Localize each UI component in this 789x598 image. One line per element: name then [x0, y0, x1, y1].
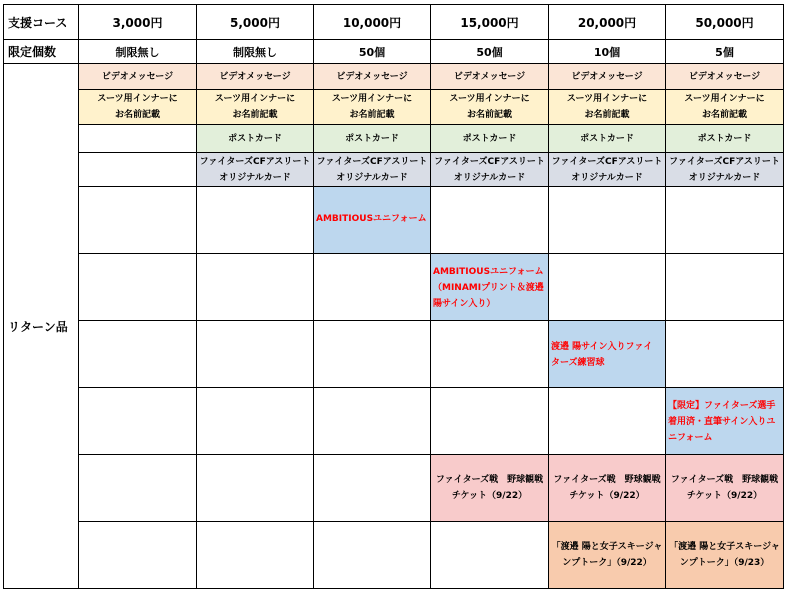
- empty-cell: [549, 388, 666, 455]
- row-talk: [4, 522, 784, 589]
- video-message-cell: ビデオメッセージ: [666, 64, 784, 90]
- row-ticket: [4, 455, 784, 522]
- ticket-cell: ファイターズ戦 野球観戦 チケット（9/22）: [553, 475, 661, 501]
- ticket-cell: ファイターズ戦 野球観戦 チケット（9/22）: [435, 475, 544, 501]
- postcard-cell: ポストカード: [549, 125, 666, 153]
- reward-table: [3, 4, 784, 589]
- video-message-cell: ビデオメッセージ: [549, 64, 666, 90]
- empty-cell: [431, 321, 549, 388]
- empty-cell: [431, 522, 549, 589]
- video-message-cell: ビデオメッセージ: [431, 64, 549, 90]
- empty-cell: [666, 321, 784, 388]
- limit-value: 50個: [431, 40, 549, 64]
- suit-inner-cell: スーツ用インナーに お名前記載: [331, 94, 413, 120]
- empty-cell: [79, 254, 197, 321]
- empty-cell: [197, 187, 314, 254]
- limit-label: 限定個数: [4, 40, 79, 64]
- empty-cell: [79, 125, 197, 153]
- empty-cell: [666, 187, 784, 254]
- empty-cell: [314, 455, 431, 522]
- price-5000: 5,000円: [197, 5, 314, 40]
- empty-cell: [314, 522, 431, 589]
- limited-uniform-cell: 【限定】ファイターズ選手 着用済・直筆サイン入りユ ニフォーム: [668, 401, 776, 443]
- price-20000: 20,000円: [549, 5, 666, 40]
- postcard-cell: ポストカード: [431, 125, 549, 153]
- empty-cell: [666, 254, 784, 321]
- row-uniform: [4, 187, 784, 254]
- price-10000: 10,000円: [314, 5, 431, 40]
- limit-value: 制限無し: [197, 40, 314, 64]
- limit-value: 制限無し: [79, 40, 197, 64]
- price-15000: 15,000円: [431, 5, 549, 40]
- talk-cell-923: 「渡邉 陽と女子スキージャ ンプトーク」（9/23）: [669, 542, 780, 568]
- empty-cell: [197, 455, 314, 522]
- empty-cell: [79, 187, 197, 254]
- price-3000: 3,000円: [79, 5, 197, 40]
- empty-cell: [197, 522, 314, 589]
- suit-inner-cell: スーツ用インナーに お名前記載: [214, 94, 296, 120]
- empty-cell: [197, 321, 314, 388]
- empty-cell: [314, 254, 431, 321]
- postcard-cell: ポストカード: [314, 125, 431, 153]
- video-message-cell: ビデオメッセージ: [314, 64, 431, 90]
- empty-cell: [549, 254, 666, 321]
- empty-cell: [549, 187, 666, 254]
- empty-cell: [431, 388, 549, 455]
- empty-cell: [79, 153, 197, 187]
- uniform-cell: AMBITIOUSユニフォーム: [314, 187, 431, 254]
- athlete-card-cell: ファイターズCFアスリート オリジナルカード: [669, 156, 780, 183]
- row-signed-uniform: [4, 254, 784, 321]
- empty-cell: [197, 254, 314, 321]
- row-practice-ball: [4, 321, 784, 388]
- empty-cell: [79, 321, 197, 388]
- signed-uniform-cell: AMBITIOUSユニフォーム （MINAMIプリント＆渡邉 陽サイン入り）: [433, 267, 544, 309]
- athlete-card-cell: ファイターズCFアスリート オリジナルカード: [199, 156, 311, 183]
- ticket-cell: ファイターズ戦 野球観戦 チケット（9/22）: [670, 475, 779, 501]
- limit-row: [4, 40, 784, 64]
- returns-label: リターン品: [4, 64, 79, 589]
- limit-value: 50個: [314, 40, 431, 64]
- athlete-card-cell: ファイターズCFアスリート オリジナルカード: [551, 156, 663, 183]
- price-50000: 50,000円: [666, 5, 784, 40]
- limit-value: 10個: [549, 40, 666, 64]
- empty-cell: [79, 388, 197, 455]
- suit-inner-cell: スーツ用インナーに お名前記載: [449, 94, 530, 120]
- row-suit-inner: [4, 90, 784, 125]
- talk-cell-922: 「渡邉 陽と女子スキージャ ンプトーク」（9/22）: [551, 542, 663, 568]
- empty-cell: [79, 522, 197, 589]
- video-message-cell: ビデオメッセージ: [79, 64, 197, 90]
- practice-ball-cell: 渡邉 陽サイン入りファイ ターズ練習球: [551, 342, 653, 368]
- postcard-cell: ポストカード: [197, 125, 314, 153]
- athlete-card-cell: ファイターズCFアスリート オリジナルカード: [316, 156, 428, 183]
- empty-cell: [314, 388, 431, 455]
- suit-inner-cell: スーツ用インナーに お名前記載: [566, 94, 648, 120]
- row-video-message: [4, 64, 784, 90]
- empty-cell: [197, 388, 314, 455]
- postcard-cell: ポストカード: [666, 125, 784, 153]
- course-label: 支援コース: [4, 5, 79, 40]
- row-athlete-card: [4, 153, 784, 187]
- video-message-cell: ビデオメッセージ: [197, 64, 314, 90]
- limit-value: 5個: [666, 40, 784, 64]
- suit-inner-cell: スーツ用インナーに お名前記載: [684, 94, 765, 120]
- row-limited-uniform: [4, 388, 784, 455]
- row-postcard: [4, 125, 784, 153]
- suit-inner-cell: スーツ用インナーに お名前記載: [97, 94, 178, 120]
- header-row: [4, 5, 784, 40]
- empty-cell: [431, 187, 549, 254]
- empty-cell: [79, 455, 197, 522]
- athlete-card-cell: ファイターズCFアスリート オリジナルカード: [434, 156, 545, 183]
- empty-cell: [314, 321, 431, 388]
